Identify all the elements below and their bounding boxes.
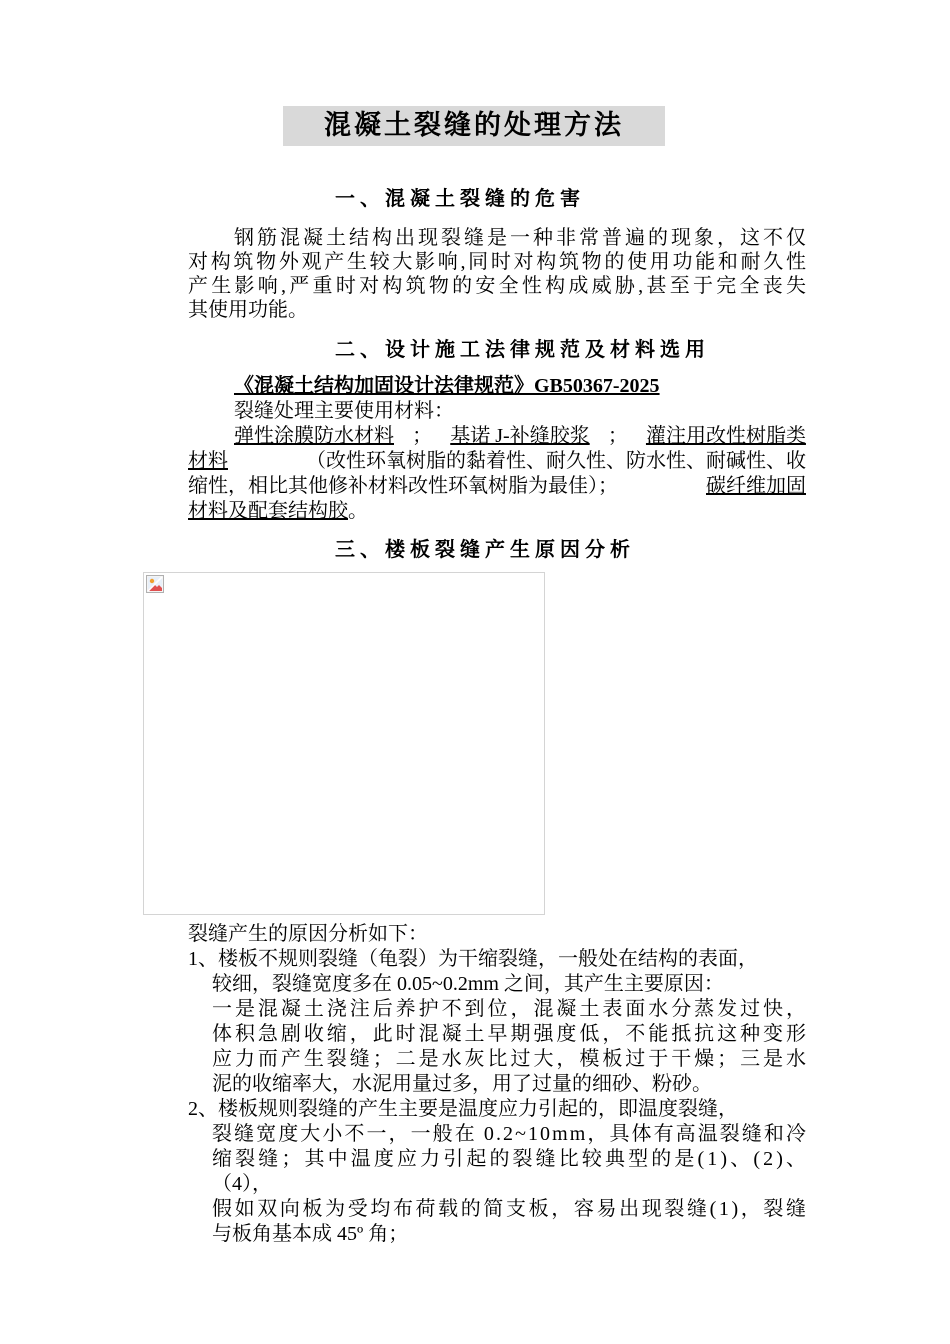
- s1-line-3: 产生影响,严重时对构筑物的安全性构成威胁,甚至于完全丧失: [188, 275, 810, 297]
- s3-line-13: 与板角基本成 45º 角；: [212, 1223, 409, 1245]
- materials-line-2: [188, 449, 806, 474]
- s3-line-5: 体积急剧收缩，此时混凝土早期强度低，不能抵抗这种变形: [212, 1023, 809, 1045]
- separator: ；: [412, 425, 433, 447]
- materials-line-4: [188, 499, 368, 524]
- materials-line-1: [234, 424, 806, 449]
- section-1-heading: 一、混凝土裂缝的危害: [335, 186, 585, 210]
- section-3-heading: 三、楼板裂缝产生原因分析: [335, 537, 635, 561]
- figure-placeholder: [143, 572, 545, 915]
- material-carbon-fiber-part2: 材料及配套结构胶: [188, 500, 348, 522]
- period: 。: [348, 500, 368, 522]
- material-carbon-fiber-part1: 碳纤维加固: [706, 475, 806, 497]
- s3-line-6: 应力而产生裂缝；二是水灰比过大，模板过于干燥；三是水: [212, 1048, 809, 1070]
- broken-image-icon: [146, 575, 164, 593]
- s1-line-2: 对构筑物外观产生较大影响,同时对构筑物的使用功能和耐久性: [188, 251, 809, 273]
- material-elastic-coating: 弹性涂膜防水材料: [234, 425, 394, 447]
- s3-line-11: （4），: [212, 1173, 272, 1195]
- s3-line-12: 假如双向板为受均布荷载的简支板，容易出现裂缝(1)，裂缝: [212, 1198, 809, 1220]
- s3-line-9: 裂缝宽度大小不一，一般在 0.2~10mm，具体有高温裂缝和冷: [212, 1123, 809, 1145]
- s3-line-8: 2、楼板规则裂缝的产生主要是温度应力引起的，即温度裂缝，: [188, 1098, 738, 1120]
- separator: ；: [607, 425, 628, 447]
- document-title: 混凝土裂缝的处理方法: [283, 106, 665, 146]
- s3-line-10: 缩裂缝；其中温度应力引起的裂缝比较典型的是(1)、(2)、: [212, 1148, 810, 1170]
- code-reference: 《混凝土结构加固设计法律规范》GB50367-2025: [234, 375, 660, 397]
- material-patch-mortar: 基诺 J-补缝胶浆: [450, 425, 590, 447]
- materials-line-3: [188, 474, 806, 499]
- s3-line-7: 泥的收缩率大，水泥用量过多，用了过量的细砂、粉砂。: [212, 1073, 712, 1095]
- s3-line-3: 较细，裂缝宽度多在 0.05~0.2mm 之间，其产生主要原因：: [212, 973, 724, 995]
- s3-line-4: 一是混凝土浇注后养护不到位，混凝土表面水分蒸发过快，: [212, 998, 809, 1020]
- s1-line-4: 其使用功能。: [188, 299, 308, 321]
- material-resin-part2: 材料: [188, 450, 228, 472]
- materials-rest-1: （改性环氧树脂的黏着性、耐久性、防水性、耐碱性、收: [306, 450, 806, 472]
- s1-line-1: 钢筋混凝土结构出现裂缝是一种非常普遍的现象，这不仅: [234, 227, 809, 249]
- materials-rest-2: 缩性，相比其他修补材料改性环氧树脂为最佳）；: [188, 475, 618, 497]
- s3-line-2: 1、楼板不规则裂缝（龟裂）为干缩裂缝，一般处在结构的表面，: [188, 948, 758, 970]
- s3-line-1: 裂缝产生的原因分析如下：: [188, 923, 428, 945]
- materials-intro: 裂缝处理主要使用材料：: [234, 400, 454, 422]
- section-2-heading: 二、设计施工法律规范及材料选用: [335, 337, 710, 361]
- material-resin-part1: 灌注用改性树脂类: [645, 425, 806, 447]
